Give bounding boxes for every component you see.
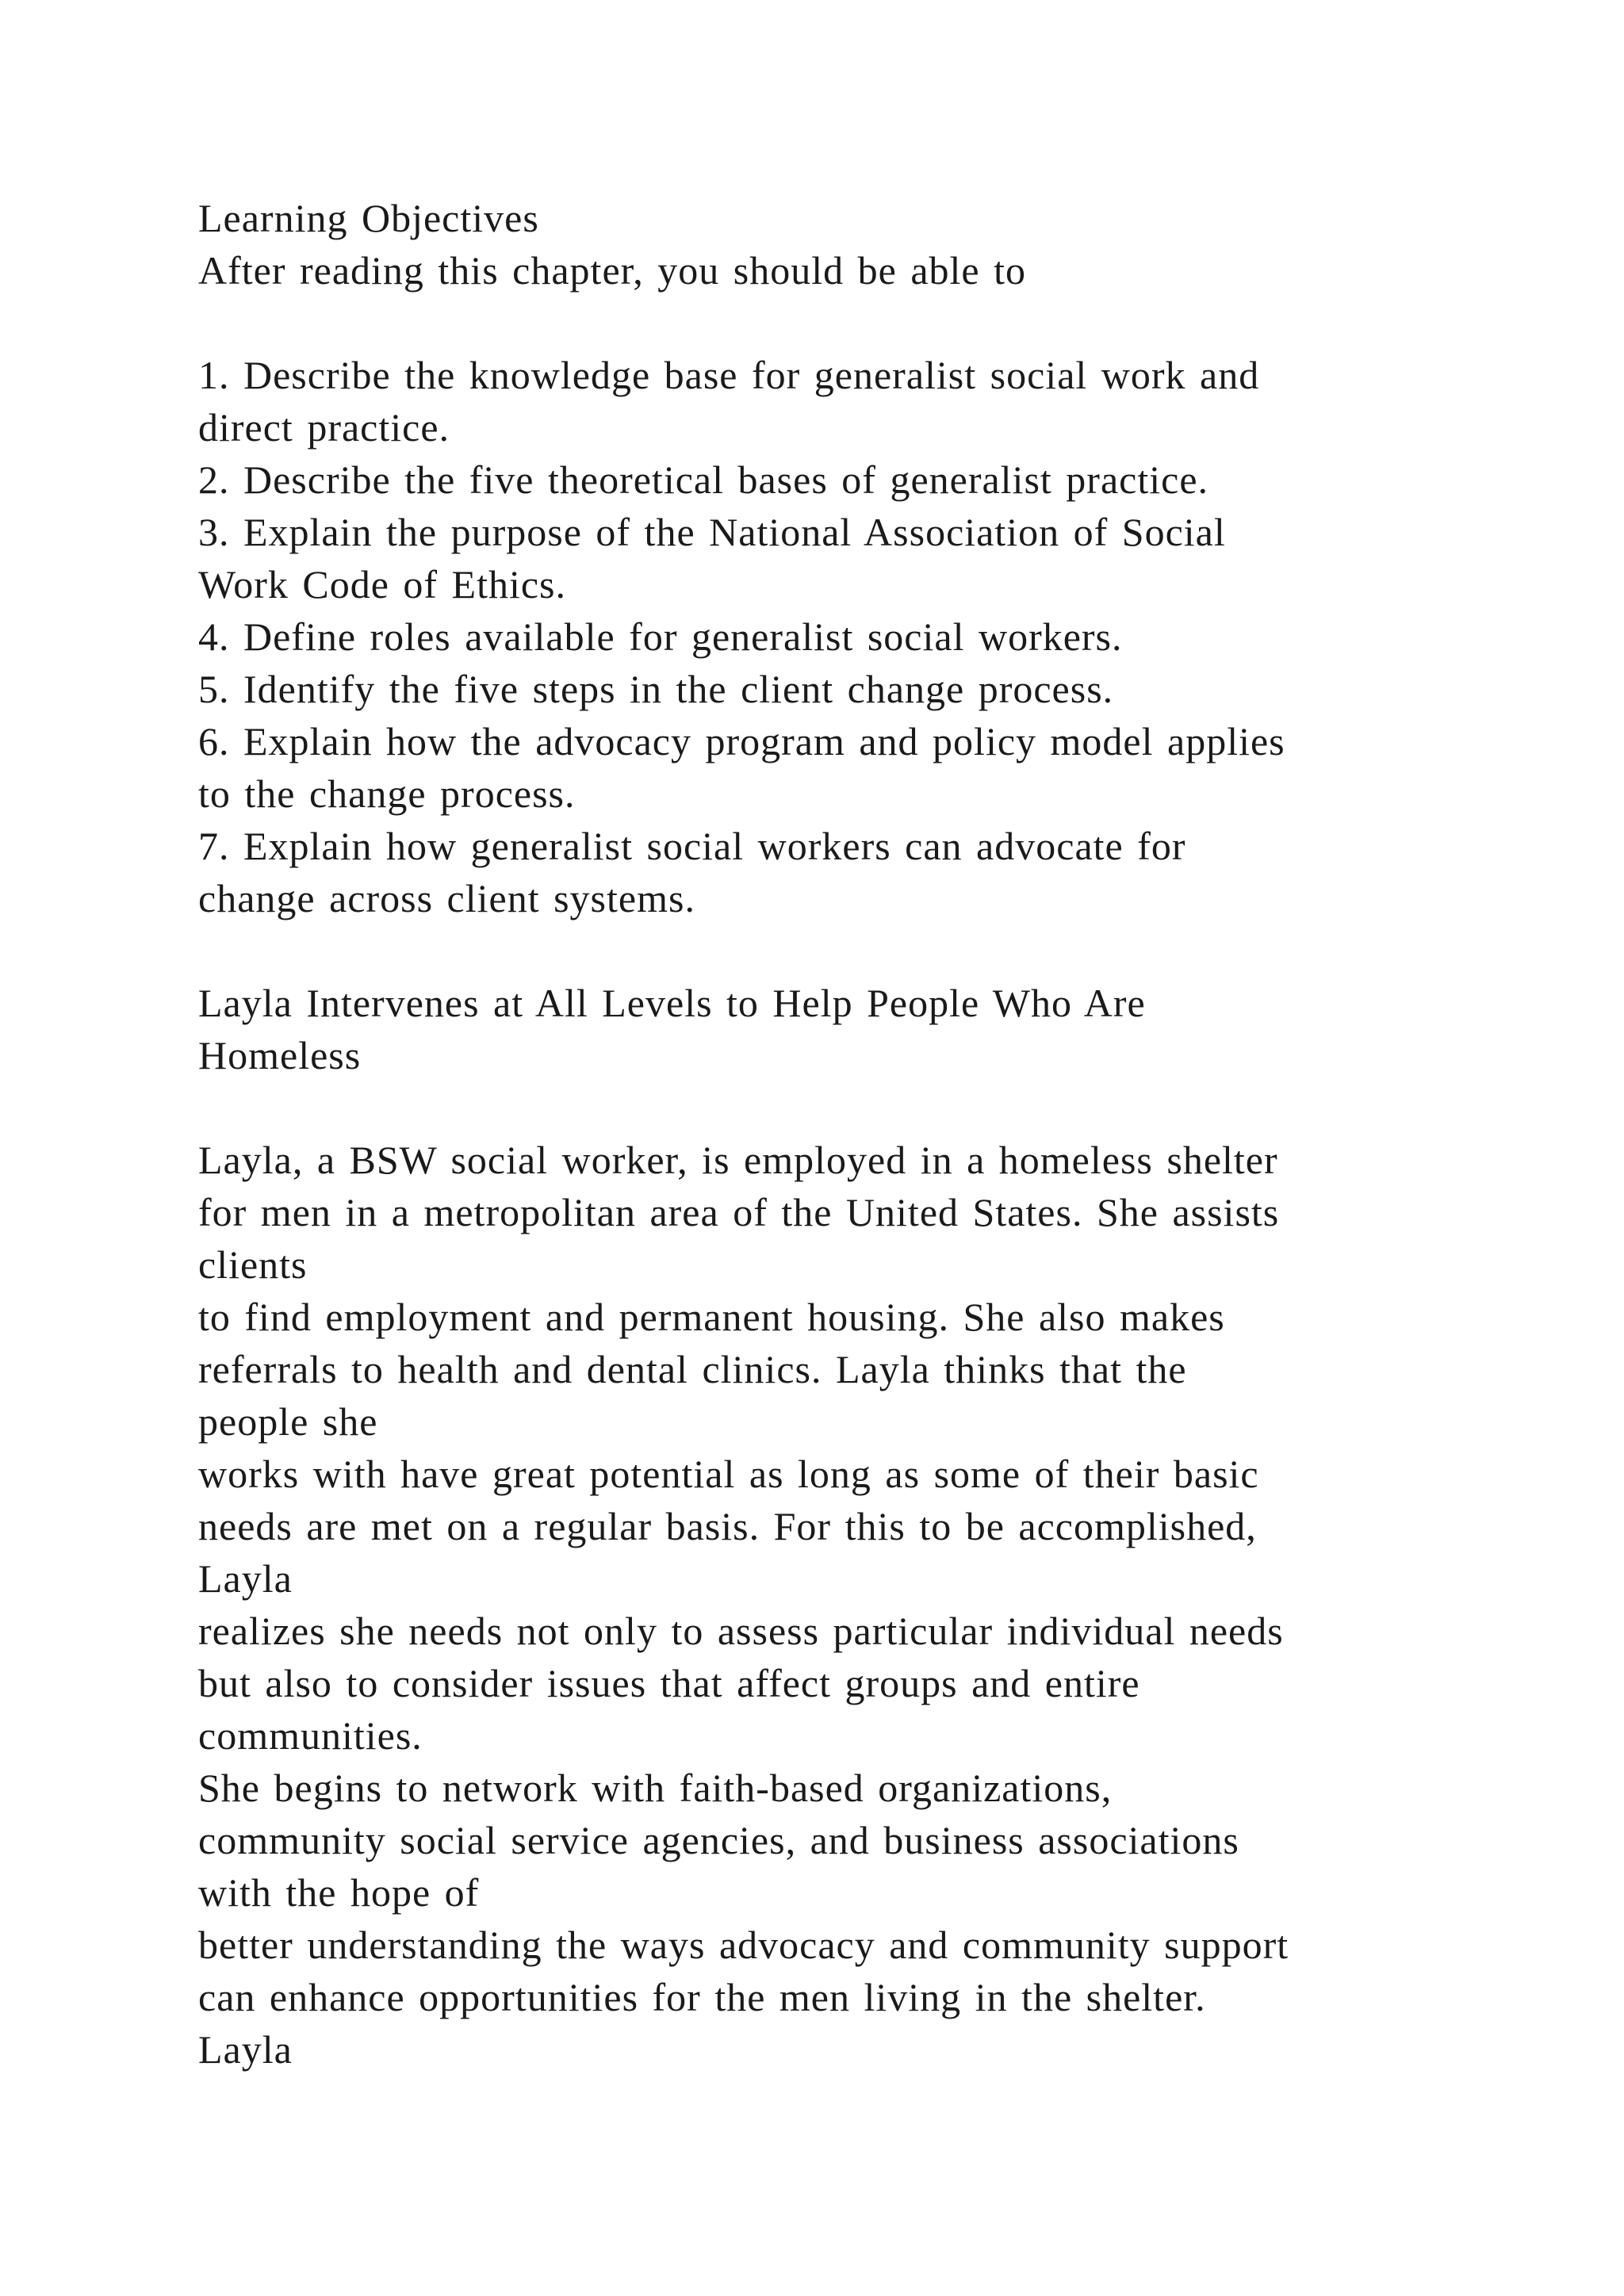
case-title-line-2: Homeless <box>198 1033 362 1077</box>
blank-line <box>198 924 1507 977</box>
case-body-line-6: people she <box>198 1399 378 1444</box>
objective-7-line-1: 7. Explain how generalist social workers can advocate for <box>198 824 1186 868</box>
case-body-line-9: Layla <box>198 1556 293 1601</box>
case-body-line-3: clients <box>198 1242 308 1287</box>
case-title-line-1: Layla Intervenes at All Levels to Help People Who Are <box>198 981 1146 1025</box>
objectives-heading: Learning Objectives <box>198 196 539 240</box>
blank-line <box>198 1081 1507 1134</box>
case-body-line-12: communities. <box>198 1713 423 1758</box>
objective-6-line-2: to the change process. <box>198 771 576 816</box>
case-body-line-1: Layla, a BSW social worker, is employed in a homeless shelter <box>198 1138 1278 1182</box>
case-body-line-10: realizes she needs not only to assess particular individual needs <box>198 1609 1284 1653</box>
case-body-line-13: She begins to network with faith-based organizations, <box>198 1766 1113 1810</box>
objective-5-line-1: 5. Identify the five steps in the client change process. <box>198 667 1114 711</box>
case-body-line-15: with the hope of <box>198 1870 480 1915</box>
objective-2-line-1: 2. Describe the five theoretical bases of generalist practice. <box>198 457 1209 502</box>
objective-4-line-1: 4. Define roles available for generalist social workers. <box>198 614 1123 659</box>
objective-3-line-1: 3. Explain the purpose of the National Association of Social <box>198 510 1226 554</box>
objectives-intro: After reading this chapter, you should be able to <box>198 248 1026 293</box>
case-body-line-11: but also to consider issues that affect groups and entire <box>198 1661 1140 1705</box>
case-body-line-17: can enhance opportunities for the men living in the shelter. <box>198 1975 1206 2019</box>
objective-1-line-2: direct practice. <box>198 405 450 450</box>
case-body-line-4: to find employment and permanent housing. She also makes <box>198 1295 1225 1339</box>
case-body-line-16: better understanding the ways advocacy and community support <box>198 1923 1289 1967</box>
case-body-line-2: for men in a metropolitan area of the United States. She assists <box>198 1190 1280 1234</box>
document-text <box>198 192 1507 2076</box>
objective-3-line-2: Work Code of Ethics. <box>198 562 567 607</box>
case-body-line-5: referrals to health and dental clinics. Layla thinks that the <box>198 1347 1187 1391</box>
case-body-line-7: works with have great potential as long as some of their basic <box>198 1452 1259 1496</box>
objective-7-line-2: change across client systems. <box>198 876 695 920</box>
blank-line <box>198 297 1507 349</box>
case-body-line-18: Layla <box>198 2027 293 2072</box>
objective-1-line-1: 1. Describe the knowledge base for generalist social work and <box>198 353 1260 397</box>
objective-6-line-1: 6. Explain how the advocacy program and policy model applies <box>198 719 1285 763</box>
case-body-line-8: needs are met on a regular basis. For this to be accomplished, <box>198 1504 1257 1548</box>
case-body-line-14: community social service agencies, and business associations <box>198 1818 1239 1862</box>
